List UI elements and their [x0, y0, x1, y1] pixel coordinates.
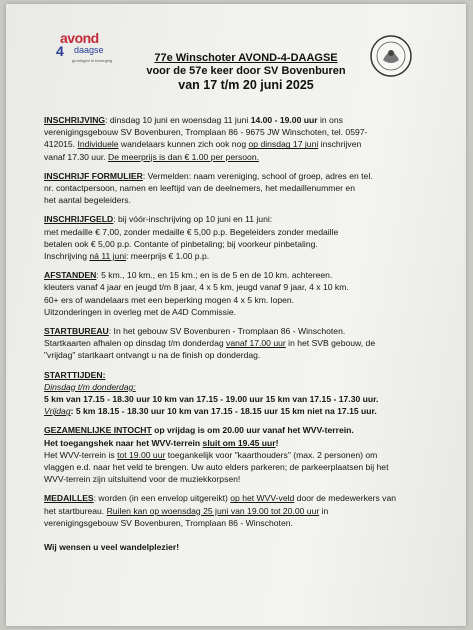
section-afstanden: AFSTANDEN: 5 km., 10 km., en 15 km.; en is de 5 en de 10 km. achtereen. kleuters vanaf 4 jaar en jeugd t/m 8 jaar, 4 x 5 km, jeugd vanaf 9 jaar, 4 x 10 km. 60+ ers of wandelaars met een beperking mogen 4 x 5 km. lopen. Uitzonderingen in overleg met de A4D Commissie.	[44, 270, 349, 317]
section-inschrijfformulier: INSCHRIJF FORMULIER: Vermelden: naam vereniging, school of groep, adres en tel. nr. contactpersoon, namen en leeftijd van de deelnemers, het medaillenummer en het aantal begeleiders.	[44, 170, 373, 206]
event-dates: van 17 t/m 20 juni 2025	[178, 78, 314, 92]
event-subtitle: voor de 57e keer door SV Bovenburen	[146, 65, 346, 77]
document-page	[6, 4, 466, 626]
avond4daagse-logo: avond 4 daagse groningen in beweging	[56, 30, 113, 63]
closing-line: Wij wensen u veel wandelplezier!	[44, 542, 180, 553]
document-header	[116, 52, 376, 93]
section-startbureau: STARTBUREAU: In het gebouw SV Bovenburen - Tromplaan 86 - Winschoten. Startkaarten afhalen op dinsdag t/m donderdag vanaf 17.00 uur in het SVB gebouw, de "vrijdag" startkaart ontvangt u na de finish op donderdag.	[44, 326, 376, 361]
section-intocht: GEZAMENLIJKE INTOCHT op vrijdag is om 20.00 uur vanaf het WVV-terrein. Het toegangshek naar het WVV-terrein sluit om 19.45 uur! Het WVV-terrein is tot 19.00 uur toegankelijk voor "kaarthouders" (max. 2 personen) om vlaggen e.d. naar het veld te brengen. Uw auto elders parkeren; de parkeerplaatsen bij het WVV-terrein zijn uitsluitend voor de muziekkorpsen!	[44, 425, 389, 485]
section-medailles: MEDAILLES: worden (in een envelop uitgereikt) op het WVV-veld door de medewerkers van het startbureau. Ruilen kan op woensdag 25 juni van 19.00 tot 20.00 uur in verenigingsgebouw SV Bovenburen, Tromplaan 86 - Winschoten.	[44, 493, 397, 528]
section-starttijden: STARTTIJDEN: Dinsdag t/m donderdag: 5 km van 17.15 - 18.30 uur 10 km van 17.15 - 19.00 uur 15 km van 17.15 - 17.30 uur. Vrijdag: 5 km 18.15 - 18.30 uur 10 km van 17.15 - 18.15 uur 15 km niet na 17.15 uur.	[44, 369, 379, 417]
section-inschrijving: INSCHRIJVING: dinsdag 10 juni en woensdag 11 juni 14.00 - 19.00 uur in ons verenigingsgebouw SV Bovenburen, Tromplaan 86 - 9675 JW Winschoten, tel. 0597- 412015. Individuele wandelaars kunnen zich ook nog op dinsdag 17 juni inschrijven vanaf 17.30 uur. De meerprijs is dan € 1.00 per persoon.	[44, 115, 368, 162]
document-body	[44, 114, 462, 562]
event-title: 77e Winschoter AVOND-4-DAAGSE	[154, 52, 338, 64]
section-inschrijfgeld: INSCHRIJFGELD: bij vóór-inschrijving op 10 juni en 11 juni: met medaille € 7,00, zonder medaille € 5,00 p.p. Begeleiders zonder medaille betalen ook € 5,00 p.p. Contante of pinbetaling; bij voorkeur pinbetaling. Inschrijving ná 11 juni: meerprijs € 1.00 p.p.	[44, 214, 339, 262]
